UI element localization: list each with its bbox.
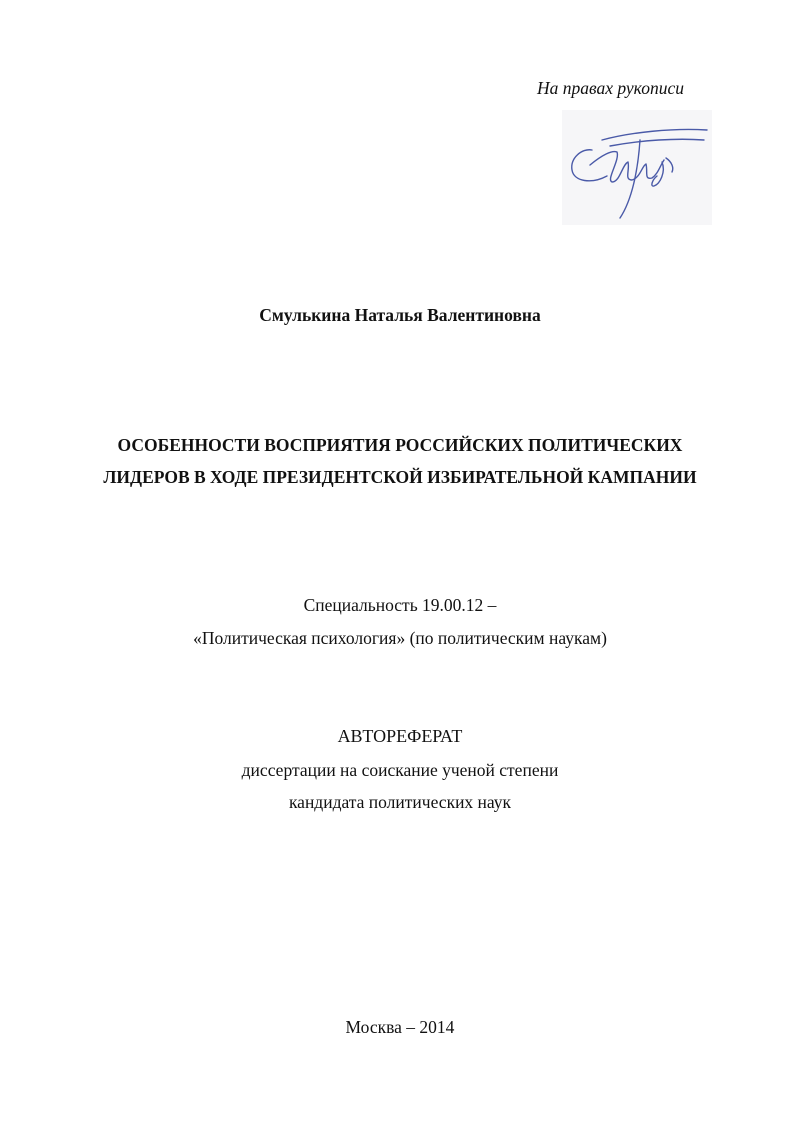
specialty-code: Специальность 19.00.12 – bbox=[303, 595, 497, 615]
dissertation-title-line-2: ЛИДЕРОВ В ХОДЕ ПРЕЗИДЕНТСКОЙ ИЗБИРАТЕЛЬНОЙ КАМПАНИИ bbox=[103, 467, 697, 487]
manuscript-rights-stamp: На правах рукописи bbox=[537, 78, 684, 98]
abstract-description-line-2: кандидата политических наук bbox=[288, 792, 512, 812]
abstract-description-line-1: диссертации на соискание ученой степени bbox=[241, 760, 559, 780]
dissertation-title-line-1: ОСОБЕННОСТИ ВОСПРИЯТИЯ РОССИЙСКИХ ПОЛИТИЧЕСКИХ bbox=[117, 435, 683, 455]
abstract-heading: АВТОРЕФЕРАТ bbox=[337, 726, 463, 746]
city-year: Москва – 2014 bbox=[345, 1017, 455, 1037]
specialty-name: «Политическая психология» (по политическим наукам) bbox=[193, 628, 607, 648]
signature-drawing bbox=[562, 110, 712, 225]
author-name: Смулькина Наталья Валентиновна bbox=[259, 305, 541, 325]
author-signature bbox=[562, 110, 712, 225]
